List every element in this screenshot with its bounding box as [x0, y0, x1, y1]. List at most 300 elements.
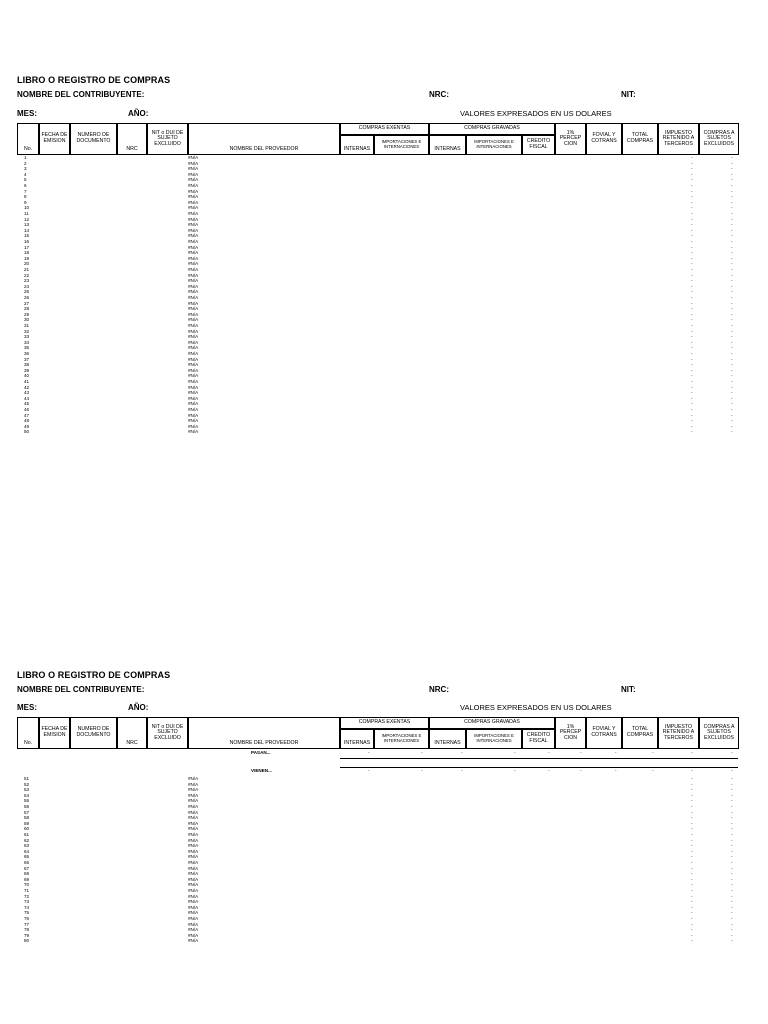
impuesto-cell: - — [691, 166, 693, 172]
impuesto-cell: - — [691, 339, 693, 345]
sujetos-cell: - — [731, 199, 733, 205]
nit-cell: #N/A — [188, 244, 199, 250]
nit-cell: #N/A — [188, 815, 199, 821]
pasan-divider — [340, 758, 738, 759]
row-number: 60 — [24, 826, 30, 832]
col-no: No. — [17, 123, 39, 155]
impuesto-cell: - — [691, 826, 693, 832]
impuesto-cell: - — [691, 295, 693, 300]
impuesto-cell: - — [691, 379, 693, 384]
sujetos-cell: - — [731, 177, 733, 183]
nit-cell: #N/A — [188, 809, 199, 815]
nit-cell: #N/A — [188, 781, 199, 787]
row-number: 6 — [24, 183, 27, 188]
sujetos-cell: - — [731, 244, 733, 250]
total-value: - — [652, 750, 654, 755]
col-sujetos: COMPRAS A SUJETOS EXCLUIDOS — [699, 717, 739, 749]
valores-note: VALORES EXPRESADOS EN US DOLARES — [460, 703, 612, 712]
nit-cell: #N/A — [188, 423, 199, 429]
sujetos-cell: - — [731, 860, 733, 865]
row-number: 53 — [24, 787, 30, 793]
impuesto-cell: - — [691, 843, 693, 849]
impuesto-cell: - — [691, 183, 693, 188]
sujetos-value: - — [731, 750, 733, 755]
nit-cell: #N/A — [188, 278, 199, 284]
row-number: 63 — [24, 843, 30, 849]
nit-cell: #N/A — [188, 787, 199, 793]
nit-cell: #N/A — [188, 384, 199, 390]
fovial-value: - — [615, 768, 617, 773]
row-number: 56 — [24, 804, 30, 809]
nit-label: NIT: — [621, 685, 636, 694]
nit-cell: #N/A — [188, 938, 199, 944]
sujetos-cell: - — [731, 418, 733, 424]
row-number: 2 — [24, 160, 27, 166]
col-proveedor: NOMBRE DEL PROVEEDOR — [188, 717, 340, 749]
impuesto-cell: - — [691, 910, 693, 916]
row-number: 55 — [24, 798, 30, 804]
impuesto-cell: - — [691, 921, 693, 927]
col-gravadas-importaciones: IMPORTACIONES E INTERNACIONES — [466, 729, 522, 749]
gravadas-importaciones-value: - — [514, 750, 516, 755]
row-number: 31 — [24, 323, 30, 328]
impuesto-cell: - — [691, 160, 693, 166]
row-number: 65 — [24, 854, 30, 860]
table-row — [0, 429, 768, 435]
sujetos-cell: - — [731, 916, 733, 921]
sujetos-cell: - — [731, 787, 733, 793]
nit-cell: #N/A — [188, 367, 199, 373]
nit-cell: #N/A — [188, 177, 199, 183]
nit-cell: #N/A — [188, 837, 199, 843]
sujetos-cell: - — [731, 311, 733, 317]
sujetos-cell: - — [731, 233, 733, 239]
col-percepcion: 1% PERCEP CION — [555, 717, 586, 749]
anio-label: AÑO: — [128, 109, 149, 118]
sujetos-cell: - — [731, 367, 733, 373]
anio-label: AÑO: — [128, 703, 149, 712]
row-number: 58 — [24, 815, 30, 821]
sujetos-cell: - — [731, 239, 733, 244]
sujetos-cell: - — [731, 423, 733, 429]
row-number: 25 — [24, 289, 30, 295]
impuesto-cell: - — [691, 283, 693, 289]
row-number: 29 — [24, 311, 30, 317]
sujetos-cell: - — [731, 888, 733, 893]
row-number: 69 — [24, 876, 30, 882]
row-number: 73 — [24, 899, 30, 905]
sujetos-cell: - — [731, 401, 733, 407]
exentas-importaciones-value: - — [421, 750, 423, 755]
nit-cell: #N/A — [188, 160, 199, 166]
row-number: 21 — [24, 267, 30, 272]
sujetos-cell: - — [731, 183, 733, 188]
nit-cell: #N/A — [188, 429, 199, 435]
nit-cell: #N/A — [188, 904, 199, 910]
impuesto-cell: - — [691, 888, 693, 893]
nit-cell: #N/A — [188, 205, 199, 211]
contribuyente-label: NOMBRE DEL CONTRIBUYENTE: — [17, 90, 145, 99]
col-fecha: FECHA DE EMISION — [39, 717, 70, 749]
impuesto-cell: - — [691, 832, 693, 837]
row-number: 36 — [24, 351, 30, 356]
sujetos-cell: - — [731, 412, 733, 418]
impuesto-cell: - — [691, 804, 693, 809]
impuesto-cell: - — [691, 384, 693, 390]
sujetos-cell: - — [731, 848, 733, 854]
row-number: 10 — [24, 205, 30, 211]
row-number: 35 — [24, 345, 30, 351]
row-number: 67 — [24, 865, 30, 871]
sujetos-cell: - — [731, 188, 733, 194]
nit-cell: #N/A — [188, 351, 199, 356]
row-number: 39 — [24, 367, 30, 373]
impuesto-cell: - — [691, 938, 693, 944]
nit-cell: #N/A — [188, 211, 199, 216]
impuesto-cell: - — [691, 272, 693, 278]
impuesto-cell: - — [691, 792, 693, 798]
impuesto-cell: - — [691, 255, 693, 261]
nit-cell: #N/A — [188, 166, 199, 172]
nit-cell: #N/A — [188, 255, 199, 261]
nit-cell: #N/A — [188, 927, 199, 933]
impuesto-cell: - — [691, 261, 693, 267]
col-nrc: NRC — [117, 717, 147, 749]
impuesto-cell: - — [691, 328, 693, 334]
exentas-internas-value: - — [368, 768, 370, 773]
impuesto-cell: - — [691, 250, 693, 256]
sujetos-cell: - — [731, 222, 733, 228]
col-exentas-importaciones: IMPORTACIONES E INTERNACIONES — [374, 135, 429, 155]
row-number: 13 — [24, 222, 30, 228]
nit-cell: #N/A — [188, 233, 199, 239]
row-number: 33 — [24, 334, 30, 340]
nit-cell: #N/A — [188, 216, 199, 222]
impuesto-cell: - — [691, 177, 693, 183]
impuesto-cell: - — [691, 781, 693, 787]
row-number: 40 — [24, 373, 30, 379]
impuesto-cell: - — [691, 776, 693, 781]
register-title: LIBRO O REGISTRO DE COMPRAS — [17, 670, 171, 680]
impuesto-cell: - — [691, 311, 693, 317]
row-number: 30 — [24, 317, 30, 323]
nrc-label: NRC: — [429, 685, 449, 694]
impuesto-value: - — [691, 768, 693, 773]
sujetos-cell: - — [731, 871, 733, 877]
impuesto-cell: - — [691, 194, 693, 200]
col-gravadas-importaciones: IMPORTACIONES E INTERNACIONES — [466, 135, 522, 155]
table-header — [17, 123, 739, 155]
sujetos-cell: - — [731, 283, 733, 289]
nit-cell: #N/A — [188, 306, 199, 312]
impuesto-cell: - — [691, 373, 693, 379]
col-impuesto: IMPUESTO RETENIDO A TERCEROS — [658, 123, 699, 155]
sujetos-cell: - — [731, 826, 733, 832]
row-number: 41 — [24, 379, 30, 384]
sujetos-cell: - — [731, 792, 733, 798]
nit-cell: #N/A — [188, 289, 199, 295]
percepcion-value: - — [580, 768, 582, 773]
gravadas-internas-value: - — [461, 750, 463, 755]
sujetos-cell: - — [731, 776, 733, 781]
sujetos-cell: - — [731, 910, 733, 916]
nit-cell: #N/A — [188, 300, 199, 306]
col-total: TOTAL COMPRAS — [622, 717, 658, 749]
row-number: 45 — [24, 401, 30, 407]
row-number: 48 — [24, 418, 30, 424]
nit-cell: #N/A — [188, 860, 199, 865]
sujetos-cell: - — [731, 250, 733, 256]
nit-cell: #N/A — [188, 882, 199, 888]
row-number: 43 — [24, 390, 30, 396]
pasan-label: PASAN... — [251, 750, 271, 755]
impuesto-cell: - — [691, 244, 693, 250]
nit-cell: #N/A — [188, 395, 199, 401]
nit-cell: #N/A — [188, 250, 199, 256]
impuesto-cell: - — [691, 211, 693, 216]
sujetos-cell: - — [731, 227, 733, 233]
row-number: 15 — [24, 233, 30, 239]
col-credito: CREDITO FISCAL — [522, 135, 555, 155]
fovial-value: - — [615, 750, 617, 755]
impuesto-cell: - — [691, 300, 693, 306]
col-nrc: NRC — [117, 123, 147, 155]
row-number: 66 — [24, 860, 30, 865]
sujetos-cell: - — [731, 267, 733, 272]
row-number: 71 — [24, 888, 30, 893]
impuesto-cell: - — [691, 155, 693, 160]
row-number: 78 — [24, 927, 30, 933]
sujetos-cell: - — [731, 261, 733, 267]
nit-cell: #N/A — [188, 401, 199, 407]
nit-cell: #N/A — [188, 311, 199, 317]
credito-value: - — [548, 750, 550, 755]
row-number: 8 — [24, 194, 27, 200]
sujetos-cell: - — [731, 854, 733, 860]
impuesto-cell: - — [691, 205, 693, 211]
sujetos-cell: - — [731, 289, 733, 295]
sujetos-cell: - — [731, 809, 733, 815]
nit-cell: #N/A — [188, 412, 199, 418]
sujetos-cell: - — [731, 407, 733, 412]
col-exentas-group: COMPRAS EXENTAS — [340, 123, 429, 135]
sujetos-cell: - — [731, 899, 733, 905]
impuesto-cell: - — [691, 317, 693, 323]
row-number: 47 — [24, 412, 30, 418]
row-number: 18 — [24, 250, 30, 256]
sujetos-cell: - — [731, 832, 733, 837]
nit-cell: #N/A — [188, 776, 199, 781]
nit-cell: #N/A — [188, 418, 199, 424]
impuesto-cell: - — [691, 199, 693, 205]
nit-cell: #N/A — [188, 323, 199, 328]
sujetos-cell: - — [731, 166, 733, 172]
nit-cell: #N/A — [188, 888, 199, 893]
nit-cell: #N/A — [188, 893, 199, 899]
row-number: 57 — [24, 809, 30, 815]
impuesto-cell: - — [691, 871, 693, 877]
sujetos-cell: - — [731, 345, 733, 351]
row-number: 44 — [24, 395, 30, 401]
sujetos-cell: - — [731, 306, 733, 312]
col-exentas-internas: INTERNAS — [340, 135, 374, 155]
nit-cell: #N/A — [188, 899, 199, 905]
col-gravadas-internas: INTERNAS — [429, 729, 466, 749]
row-number: 14 — [24, 227, 30, 233]
table-row — [0, 938, 768, 944]
row-number: 28 — [24, 306, 30, 312]
impuesto-cell: - — [691, 171, 693, 177]
impuesto-cell: - — [691, 932, 693, 938]
sujetos-cell: - — [731, 323, 733, 328]
sujetos-cell: - — [731, 300, 733, 306]
row-number: 46 — [24, 407, 30, 412]
col-exentas-internas: INTERNAS — [340, 729, 374, 749]
row-number: 20 — [24, 261, 30, 267]
row-number: 16 — [24, 239, 30, 244]
nit-cell: #N/A — [188, 239, 199, 244]
col-nit: NIT o DUI DE SUJETO EXCLUIDO — [147, 717, 188, 749]
contribuyente-label: NOMBRE DEL CONTRIBUYENTE: — [17, 685, 145, 694]
col-exentas-importaciones: IMPORTACIONES E INTERNACIONES — [374, 729, 429, 749]
exentas-internas-value: - — [368, 750, 370, 755]
impuesto-cell: - — [691, 306, 693, 312]
nit-cell: #N/A — [188, 345, 199, 351]
impuesto-cell: - — [691, 854, 693, 860]
impuesto-cell: - — [691, 893, 693, 899]
sujetos-cell: - — [731, 384, 733, 390]
nit-cell: #N/A — [188, 910, 199, 916]
row-number: 38 — [24, 362, 30, 368]
impuesto-cell: - — [691, 267, 693, 272]
sujetos-cell: - — [731, 295, 733, 300]
impuesto-cell: - — [691, 904, 693, 910]
nit-cell: #N/A — [188, 194, 199, 200]
impuesto-cell: - — [691, 798, 693, 804]
impuesto-cell: - — [691, 407, 693, 412]
sujetos-cell: - — [731, 932, 733, 938]
col-numero: NUMERO DE DOCUMENTO — [70, 123, 117, 155]
nit-cell: #N/A — [188, 921, 199, 927]
nit-cell: #N/A — [188, 267, 199, 272]
row-number: 62 — [24, 837, 30, 843]
nit-cell: #N/A — [188, 261, 199, 267]
impuesto-cell: - — [691, 837, 693, 843]
row-number: 19 — [24, 255, 30, 261]
mes-label: MES: — [17, 703, 37, 712]
row-number: 24 — [24, 283, 30, 289]
col-percepcion: 1% PERCEP CION — [555, 123, 586, 155]
impuesto-cell: - — [691, 927, 693, 933]
row-number: 32 — [24, 328, 30, 334]
row-number: 3 — [24, 166, 27, 172]
nit-cell: #N/A — [188, 328, 199, 334]
col-fovial: FOVIAL Y COTRANS — [586, 717, 622, 749]
col-gravadas-group: COMPRAS GRAVADAS — [429, 717, 555, 729]
pasan-row — [0, 750, 768, 756]
sujetos-cell: - — [731, 351, 733, 356]
nit-cell: #N/A — [188, 854, 199, 860]
impuesto-cell: - — [691, 899, 693, 905]
total-value: - — [652, 768, 654, 773]
sujetos-cell: - — [731, 781, 733, 787]
sujetos-cell: - — [731, 334, 733, 340]
impuesto-cell: - — [691, 401, 693, 407]
impuesto-value: - — [691, 750, 693, 755]
nit-cell: #N/A — [188, 843, 199, 849]
nit-cell: #N/A — [188, 390, 199, 396]
row-number: 22 — [24, 272, 30, 278]
impuesto-cell: - — [691, 412, 693, 418]
sujetos-cell: - — [731, 927, 733, 933]
table-header — [17, 717, 739, 749]
col-total: TOTAL COMPRAS — [622, 123, 658, 155]
row-number: 1 — [24, 155, 27, 160]
sujetos-cell: - — [731, 921, 733, 927]
nit-cell: #N/A — [188, 832, 199, 837]
impuesto-cell: - — [691, 429, 693, 435]
sujetos-cell: - — [731, 216, 733, 222]
sujetos-cell: - — [731, 272, 733, 278]
col-fecha: FECHA DE EMISION — [39, 123, 70, 155]
row-number: 17 — [24, 244, 30, 250]
sujetos-cell: - — [731, 155, 733, 160]
impuesto-cell: - — [691, 334, 693, 340]
sujetos-cell: - — [731, 804, 733, 809]
nit-cell: #N/A — [188, 222, 199, 228]
col-exentas-group: COMPRAS EXENTAS — [340, 717, 429, 729]
sujetos-cell: - — [731, 820, 733, 826]
sujetos-cell: - — [731, 815, 733, 821]
nit-cell: #N/A — [188, 871, 199, 877]
row-number: 70 — [24, 882, 30, 888]
row-number: 76 — [24, 916, 30, 921]
row-number: 68 — [24, 871, 30, 877]
col-sujetos: COMPRAS A SUJETOS EXCLUIDOS — [699, 123, 739, 155]
impuesto-cell: - — [691, 233, 693, 239]
impuesto-cell: - — [691, 876, 693, 882]
impuesto-cell: - — [691, 323, 693, 328]
percepcion-value: - — [580, 750, 582, 755]
vienen-label: VIENEN... — [251, 768, 272, 773]
nit-cell: #N/A — [188, 804, 199, 809]
nit-cell: #N/A — [188, 155, 199, 160]
nit-cell: #N/A — [188, 171, 199, 177]
row-number: 75 — [24, 910, 30, 916]
sujetos-cell: - — [731, 876, 733, 882]
col-nit: NIT o DUI DE SUJETO EXCLUIDO — [147, 123, 188, 155]
col-fovial: FOVIAL Y COTRANS — [586, 123, 622, 155]
impuesto-cell: - — [691, 860, 693, 865]
nit-cell: #N/A — [188, 820, 199, 826]
sujetos-cell: - — [731, 362, 733, 368]
sujetos-cell: - — [731, 843, 733, 849]
nit-cell: #N/A — [188, 932, 199, 938]
nit-cell: #N/A — [188, 826, 199, 832]
nit-cell: #N/A — [188, 848, 199, 854]
valores-note: VALORES EXPRESADOS EN US DOLARES — [460, 109, 612, 118]
vienen-divider — [340, 767, 738, 768]
row-number: 64 — [24, 848, 30, 854]
row-number: 11 — [24, 211, 29, 216]
col-proveedor: NOMBRE DEL PROVEEDOR — [188, 123, 340, 155]
nit-cell: #N/A — [188, 356, 199, 362]
impuesto-cell: - — [691, 239, 693, 244]
nit-cell: #N/A — [188, 227, 199, 233]
row-number: 23 — [24, 278, 30, 284]
col-credito: CREDITO FISCAL — [522, 729, 555, 749]
impuesto-cell: - — [691, 787, 693, 793]
